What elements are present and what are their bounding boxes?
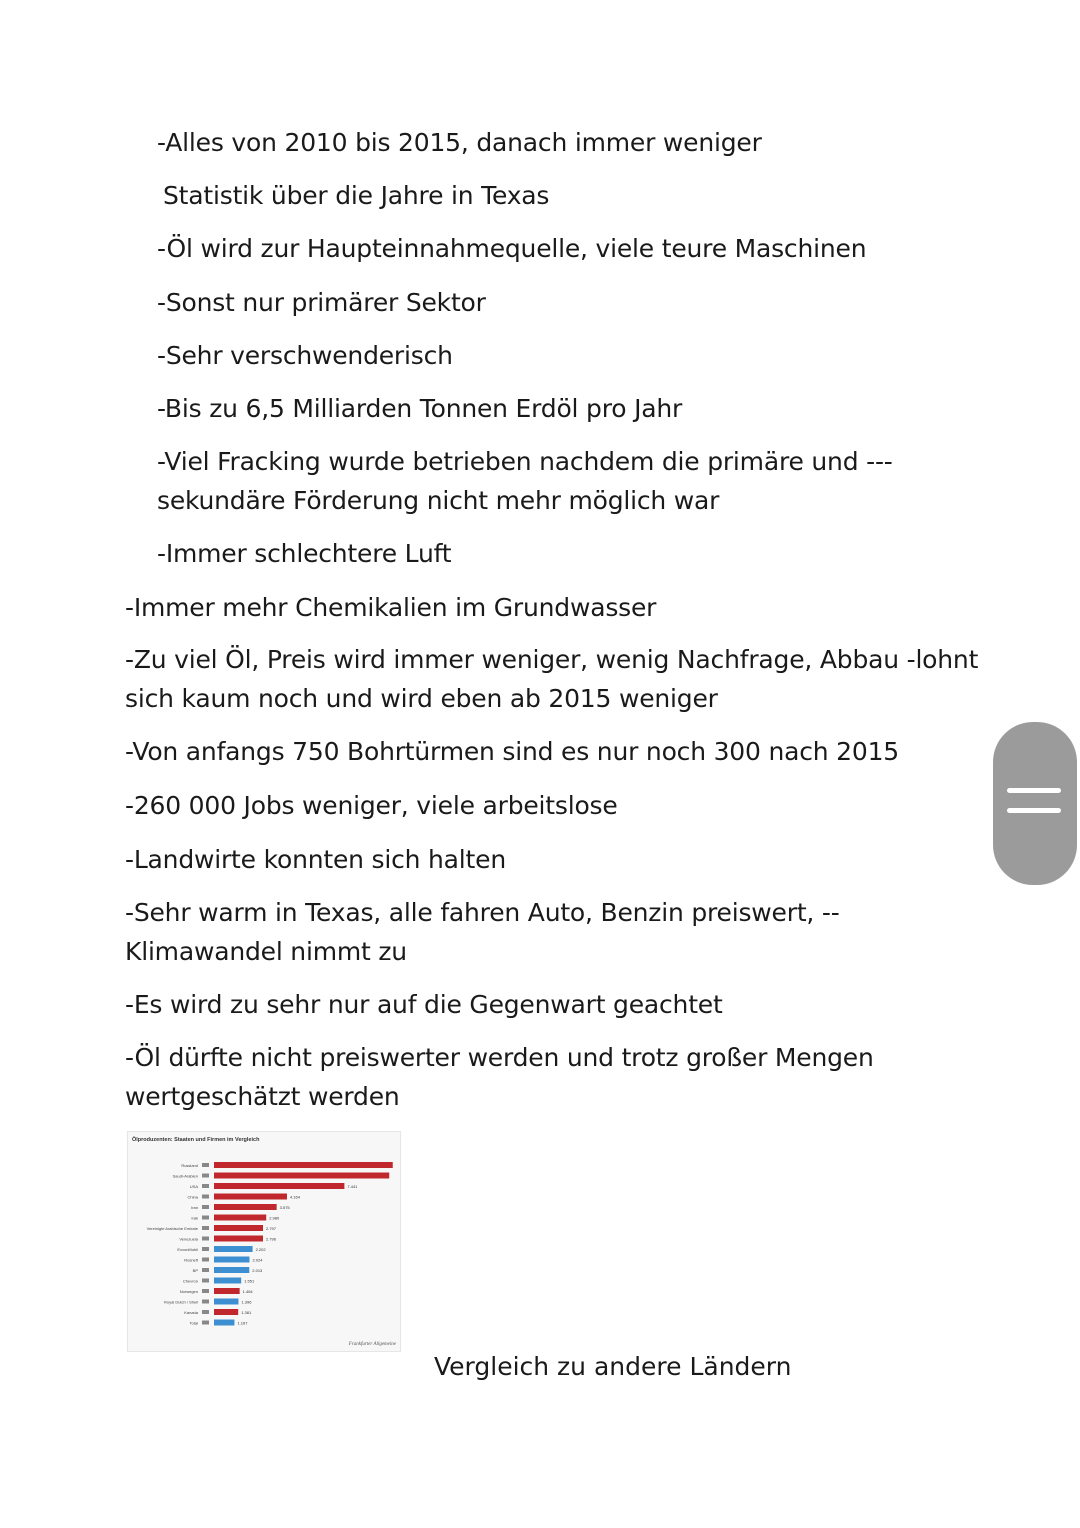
chart-bar <box>214 1162 393 1168</box>
chart-svg <box>128 1132 400 1351</box>
chart-category-label: Rosneft <box>184 1257 198 1263</box>
chart-category-label: USA <box>189 1184 198 1189</box>
chart-bar <box>214 1299 238 1305</box>
flag-icon <box>202 1268 209 1272</box>
note-line-16: -Öl dürfte nicht preiswerter werden und trotz großer Mengen <box>125 1043 874 1072</box>
flag-icon <box>202 1205 209 1209</box>
chart-value-label: 2.796 <box>265 1236 277 1242</box>
chart-category-label: Saudi-Arabien <box>172 1173 198 1179</box>
chart-bar <box>214 1309 238 1315</box>
chart-category-label: Venezuela <box>179 1236 198 1242</box>
note-line-12: -260 000 Jobs weniger, viele arbeitslose <box>125 791 618 820</box>
note-line-2: Statistik über die Jahre in Texas <box>163 181 550 210</box>
chart-value-label: 2.013 <box>252 1268 263 1273</box>
flag-icon <box>202 1279 209 1283</box>
chart-value-label: 2.980 <box>269 1215 280 1221</box>
note-line-4: -Sonst nur primärer Sektor <box>157 288 486 317</box>
chart-title: Ölproduzenten: Staaten und Firmen im Vergleich <box>132 1137 260 1143</box>
chart-category-label: Kanada <box>184 1310 198 1315</box>
flag-icon <box>202 1195 209 1199</box>
chart-category-label: Norwegen <box>179 1289 198 1294</box>
chart-category-label: ExxonMobil <box>177 1247 198 1252</box>
chart-category-label: Royal Dutch / Shell <box>163 1299 198 1305</box>
chart-value-label: 7.441 <box>347 1184 358 1189</box>
note-line-7: -Viel Fracking wurde betrieben nachdem die primäre und --- <box>157 447 893 476</box>
chart-category-label: Total <box>189 1320 198 1326</box>
chart-bar <box>214 1204 277 1210</box>
chart-bar <box>214 1183 344 1189</box>
chart-bar <box>214 1173 389 1179</box>
note-line-8: -Immer schlechtere Luft <box>157 539 452 568</box>
chart-category-label: Vereinigte Arabische Emirate <box>146 1226 198 1231</box>
note-line-14-cont: Klimawandel nimmt zu <box>125 937 407 966</box>
chart-value-label: 2.024 <box>252 1257 263 1263</box>
chart-bar <box>214 1257 249 1263</box>
flag-icon <box>202 1289 209 1293</box>
chart-value-label: 4.164 <box>289 1194 300 1200</box>
chart-value-label: 1.396 <box>241 1299 252 1305</box>
chart-category-label: Chevron <box>182 1278 198 1284</box>
note-line-10-cont: sich kaum noch und wird eben ab 2015 weniger <box>125 684 718 713</box>
chart-source-mark: Frankfurter Allgemeine <box>348 1342 396 1347</box>
chart-value-label: 1.464 <box>242 1289 253 1294</box>
note-line-10: -Zu viel Öl, Preis wird immer weniger, wenig Nachfrage, Abbau -lohnt <box>125 645 979 674</box>
chart-bar <box>214 1288 240 1294</box>
chart-bar <box>214 1267 249 1273</box>
chart-caption: Vergleich zu andere Ländern <box>434 1352 792 1381</box>
chart-bar <box>214 1194 287 1200</box>
flag-icon <box>202 1321 209 1325</box>
chart-bar <box>214 1320 234 1326</box>
note-line-7-cont: sekundäre Förderung nicht mehr möglich war <box>157 486 720 515</box>
note-line-14: -Sehr warm in Texas, alle fahren Auto, Benzin preiswert, -- <box>125 898 840 927</box>
flag-icon <box>202 1163 209 1167</box>
flag-icon <box>202 1247 209 1251</box>
menu-handle-button[interactable] <box>993 722 1077 885</box>
chart-value-label: 1.551 <box>244 1278 255 1284</box>
oil-producers-chart <box>127 1131 401 1352</box>
flag-icon <box>202 1237 209 1241</box>
chart-category-label: Irak <box>191 1215 198 1221</box>
chart-value-label: 2.202 <box>255 1247 266 1252</box>
note-line-5: -Sehr verschwenderisch <box>157 341 453 370</box>
menu-handle-icon <box>1007 788 1061 793</box>
chart-value-label: 1.167 <box>237 1320 248 1326</box>
chart-value-label: 3.575 <box>279 1205 290 1210</box>
chart-category-label: Iran <box>191 1205 198 1210</box>
chart-category-label: Russland <box>181 1163 198 1168</box>
chart-value-label: 1.381 <box>241 1310 252 1315</box>
note-line-16-cont: wertgeschätzt werden <box>125 1082 400 1111</box>
chart-bar <box>214 1278 241 1284</box>
note-line-3: -Öl wird zur Haupteinnahmequelle, viele teure Maschinen <box>157 234 867 263</box>
flag-icon <box>202 1300 209 1304</box>
flag-icon <box>202 1258 209 1262</box>
note-line-11: -Von anfangs 750 Bohrtürmen sind es nur noch 300 nach 2015 <box>125 737 899 766</box>
flag-icon <box>202 1184 209 1188</box>
note-line-13: -Landwirte konnten sich halten <box>125 845 506 874</box>
chart-category-label: BP <box>192 1268 198 1273</box>
note-line-6: -Bis zu 6,5 Milliarden Tonnen Erdöl pro Jahr <box>157 394 683 423</box>
note-line-15: -Es wird zu sehr nur auf die Gegenwart geachtet <box>125 990 723 1019</box>
chart-category-label: China <box>187 1194 198 1200</box>
flag-icon <box>202 1226 209 1230</box>
chart-bar <box>214 1215 266 1221</box>
chart-value-label: 2.797 <box>266 1226 277 1231</box>
menu-handle-icon-lower <box>1007 808 1061 813</box>
chart-bar <box>214 1246 253 1252</box>
flag-icon <box>202 1310 209 1314</box>
note-line-1: -Alles von 2010 bis 2015, danach immer weniger <box>157 128 762 157</box>
flag-icon <box>202 1174 209 1178</box>
chart-bar <box>214 1225 263 1231</box>
note-line-9: -Immer mehr Chemikalien im Grundwasser <box>125 593 657 622</box>
chart-bar <box>214 1236 263 1242</box>
flag-icon <box>202 1216 209 1220</box>
